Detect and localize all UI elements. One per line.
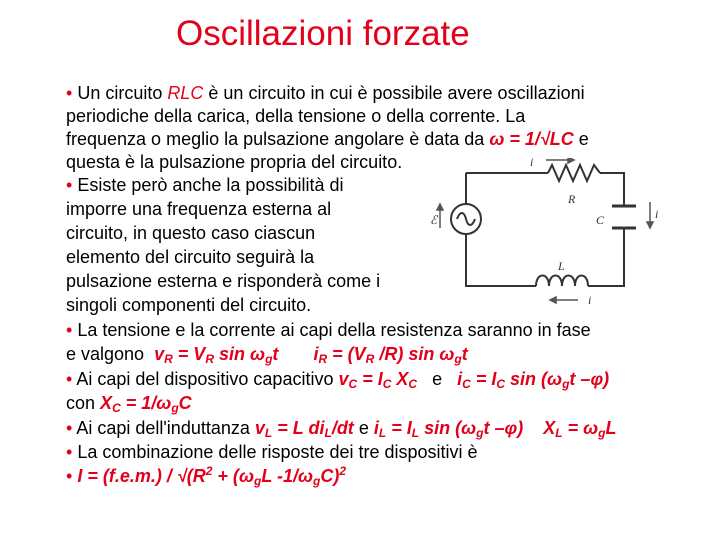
text-line: • La tensione e la corrente ai capi della resistenza saranno in fase bbox=[66, 320, 591, 340]
text-line: imporre una frequenza esterna al bbox=[66, 199, 332, 219]
text-line: pulsazione esterna e risponderà come i bbox=[66, 271, 381, 291]
bullet: • bbox=[66, 418, 73, 438]
rlc-term: RLC bbox=[167, 83, 204, 103]
bullet: • bbox=[66, 442, 73, 462]
text-line: singoli componenti del circuito. bbox=[66, 295, 312, 315]
text-line: e valgono $v_R = V_R$ $\sin \omega_gt$ $i_R = (V_R$ /R) $\sin \omega_gt$ bbox=[66, 344, 468, 366]
resistor-symbol bbox=[548, 165, 600, 181]
text-line: elemento del circuito seguirà la bbox=[66, 247, 315, 267]
text-line: questa è la pulsazione propria del circuito. bbox=[66, 152, 403, 172]
ic-formula: $i_C = I_C$ $\sin (\omega_gt$ –φ) bbox=[457, 369, 610, 391]
inductor-symbol bbox=[536, 276, 588, 287]
il-formula: $i_L = I_L$ $\sin (\omega_gt$ –φ) bbox=[373, 418, 524, 440]
xl-formula: $X_L = \omega_gL$ bbox=[543, 418, 617, 440]
vl-formula: $v_L = L$ $di_L/dt$ bbox=[254, 418, 354, 440]
bullet: • bbox=[66, 466, 73, 486]
vr-formula: $v_R = V_R$ $\sin \omega_gt$ bbox=[154, 344, 279, 366]
inductor-label: L bbox=[558, 259, 565, 273]
current-label-right: i bbox=[655, 207, 659, 221]
current-label-bottom: i bbox=[588, 293, 592, 307]
text-line: circuito, in questo caso ciascun bbox=[66, 223, 316, 243]
text-line: • Ai capi del dispositivo capacitivo $v_C = I_C$ $X_C$ e $i_C = I_C$ $\sin (\omega_gt$ –φ) bbox=[66, 369, 610, 391]
emf-label: ℰ bbox=[430, 213, 438, 227]
xc-formula: $X_C = 1/\omega_gC$ bbox=[100, 393, 192, 415]
bullet: • bbox=[66, 369, 73, 389]
vc-formula: $v_C = I_C$ $X_C$ bbox=[338, 369, 418, 391]
text-line: con $X_C = 1/\omega_gC$ bbox=[66, 393, 192, 415]
ir-formula: $i_R = (V_R$ /R) $\sin \omega_gt$ bbox=[313, 344, 468, 366]
text-line bbox=[66, 465, 346, 487]
text-line: periodiche della carica, della tensione o della corrente. La bbox=[66, 106, 526, 126]
text-line: frequenza o meglio la pulsazione angolare è data da ω = 1/√LC e bbox=[66, 129, 589, 149]
resistor-label: R bbox=[568, 192, 576, 206]
bullet: • bbox=[66, 320, 73, 340]
text-line: • Ai capi dell'induttanza $v_L = L$ $di_L/dt$ e $i_L = I_L$ $\sin (\omega_gt$ –φ) $X_L = \omega_gL$ bbox=[66, 418, 617, 440]
text-line: • Esiste però anche la possibilità di bbox=[66, 175, 344, 195]
bullet: • bbox=[66, 83, 73, 103]
capacitor-label: C bbox=[596, 213, 605, 227]
current-label-top: i bbox=[530, 158, 534, 169]
impedance-formula: $I = (f.e.m.) / √(R^2 + (\omega_gL$ $-1/\omega_gC)^2$ bbox=[77, 464, 347, 488]
text-line: • La combinazione delle risposte dei tre dispositivi è bbox=[66, 442, 478, 462]
omega-formula: ω = 1/√LC bbox=[489, 129, 574, 149]
text-line: • Un circuito RLC è un circuito in cui è possibile avere oscillazioni bbox=[66, 83, 585, 103]
rlc-circuit-diagram bbox=[428, 158, 660, 308]
bullet: • bbox=[66, 175, 73, 195]
page-title: Oscillazioni forzate bbox=[176, 14, 470, 53]
